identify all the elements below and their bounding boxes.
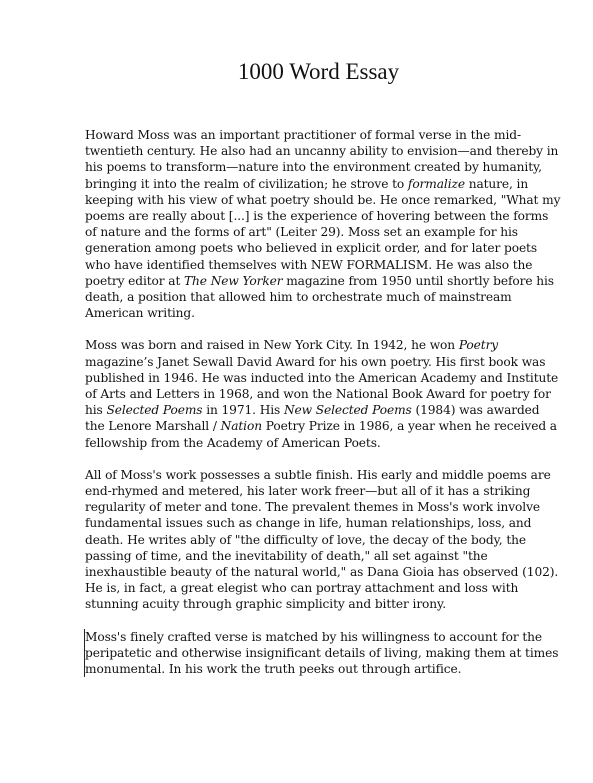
paragraph-2-italic-new-selected-poems: New Selected Poems <box>283 403 412 418</box>
essay-body <box>85 127 561 693</box>
paragraph-1-text-3: magazine from 1950 until shortly before his death, a position that allowed him to orchestrate much of mainstream American writing. <box>85 273 554 321</box>
paragraph-2-text-1: Moss was born and raised in New York City. In 1942, he won <box>85 338 459 353</box>
paragraph-2 <box>85 337 561 450</box>
paragraph-2-italic-poetry: Poetry <box>458 338 499 353</box>
document-title: 1000 Word Essay <box>237 59 400 84</box>
paragraph-2-text-2: magazine’s Janet Sewall David Award for his own poetry. His first book was published in 1946. He was inducted into the American Academy and Institute of Arts and Letters in 1968, and won the National Book Award for poetry for his <box>85 354 559 418</box>
paragraph-3: All of Moss's work possesses a subtle finish. His early and middle poems are end-rhymed and metered, his later work freer—but all of it has a striking regularity of meter and tone. The prevalent themes in Moss's work involve fundamental issues such as change in life, human relationships, loss, and death. He writes ably of "the difficulty of love, the decay of the body, the passing of time, and the inevitability of death," all set against "the inexhaustible beauty of the natural world," as Dana Gioia has observed (102). He is, in fact, a great elegist who can portray attachment and loss with stunning acuity through graphic simplicity and bitter irony. <box>85 467 559 612</box>
paragraph-1-italic-new-yorker: The New Yorker <box>184 273 283 288</box>
paragraph-2-text-3: in 1971. His <box>202 403 284 418</box>
paragraph-1-italic-formalize: formalize <box>407 176 465 191</box>
paragraph-2-italic-selected-poems: Selected Poems <box>106 403 203 418</box>
paragraph-2-text-5: Poetry Prize in 1986, a year when he received a fellowship from the Academy of American Poets. <box>85 419 557 450</box>
paragraph-2-text-4: (1984) was awarded the Lenore Marshall / <box>85 403 540 434</box>
paragraph-4[interactable]: Moss's finely crafted verse is matched by his willingness to account for the peripatetic and otherwise insignificant details of living, making them at times monumental. In his work the truth peeks out through artifice. <box>84 629 561 678</box>
paragraph-1-text-1: Howard Moss was an important practitioner of formal verse in the mid-twentieth century. He also had an uncanny ability to envision—and thereby in his poems to transform—nature into the environment created by humanity, bringing it into the realm of civilization; he strove to <box>85 128 559 191</box>
paragraph-2-italic-nation: Nation <box>220 419 262 434</box>
paragraph-1 <box>85 127 561 321</box>
paragraph-1-text-2: nature, in keeping with his view of what poetry should be. He once remarked, "What my poems are really about [...] is the experience of hovering between the forms of nature and the forms of art" (Leiter 29). Moss set an example for his generation among poets who believed in explicit order, and for later poets who have identified themselves with NEW FORMALISM. He was also the poetry editor at <box>85 176 561 288</box>
